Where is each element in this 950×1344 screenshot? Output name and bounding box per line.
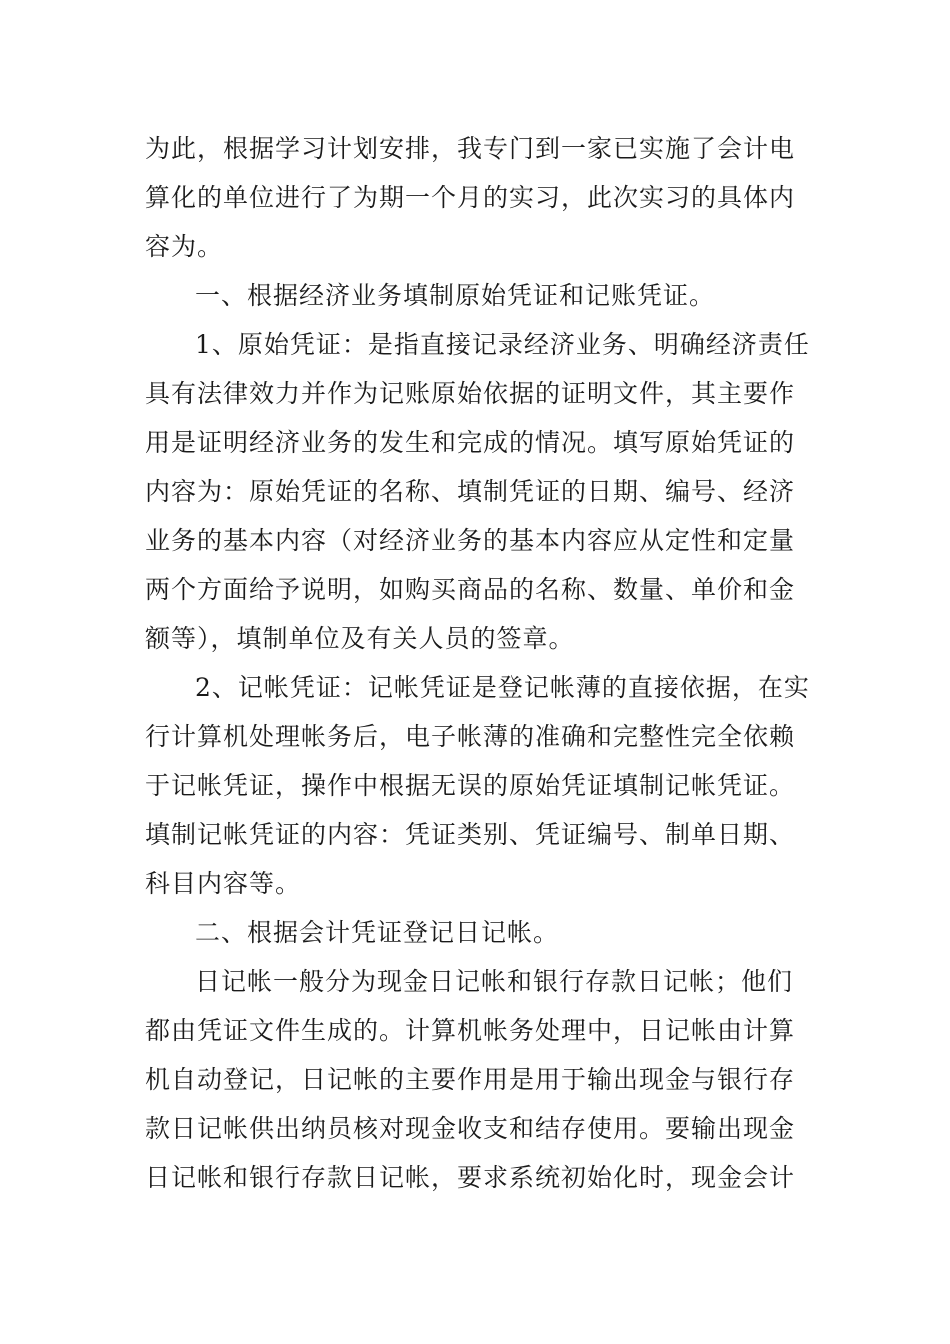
section-heading: 一、根据经济业务填制原始凭证和记账凭证。	[195, 281, 716, 310]
text-line: 都由凭证文件生成的。计算机帐务处理中，日记帐由计算	[145, 1016, 796, 1045]
text-line: 于记帐凭证，操作中根据无误的原始凭证填制记帐凭证。	[145, 771, 796, 800]
document-body	[145, 124, 810, 1202]
text-line: 2、记帐凭证：记帐凭证是登记帐薄的直接依据，在实	[195, 673, 810, 702]
text-line: 容为。	[145, 232, 224, 261]
text-line: 内容为：原始凭证的名称、填制凭证的日期、编号、经济	[145, 477, 796, 506]
text-line: 机自动登记，日记帐的主要作用是用于输出现金与银行存	[145, 1065, 796, 1094]
text-line: 算化的单位进行了为期一个月的实习，此次实习的具体内	[145, 183, 796, 212]
text-line: 1、原始凭证：是指直接记录经济业务、明确经济责任	[195, 330, 810, 359]
text-line: 科目内容等。	[145, 869, 302, 898]
text-line: 为此，根据学习计划安排，我专门到一家已实施了会计电	[145, 134, 796, 163]
text-line: 款日记帐供出纳员核对现金收支和结存使用。要输出现金	[145, 1114, 796, 1143]
text-line: 两个方面给予说明，如购买商品的名称、数量、单价和金	[145, 575, 796, 604]
text-line: 日记帐一般分为现金日记帐和银行存款日记帐；他们	[195, 967, 794, 996]
text-line: 业务的基本内容（对经济业务的基本内容应从定性和定量	[145, 526, 796, 555]
section-heading: 二、根据会计凭证登记日记帐。	[195, 918, 560, 947]
text-line: 具有法律效力并作为记账原始依据的证明文件，其主要作	[145, 379, 796, 408]
text-line: 填制记帐凭证的内容：凭证类别、凭证编号、制单日期、	[145, 820, 796, 849]
text-line: 行计算机处理帐务后，电子帐薄的准确和完整性完全依赖	[145, 722, 796, 751]
text-line: 日记帐和银行存款日记帐，要求系统初始化时，现金会计	[145, 1163, 796, 1192]
text-line: 额等），填制单位及有关人员的签章。	[145, 624, 575, 653]
text-line: 用是证明经济业务的发生和完成的情况。填写原始凭证的	[145, 428, 796, 457]
